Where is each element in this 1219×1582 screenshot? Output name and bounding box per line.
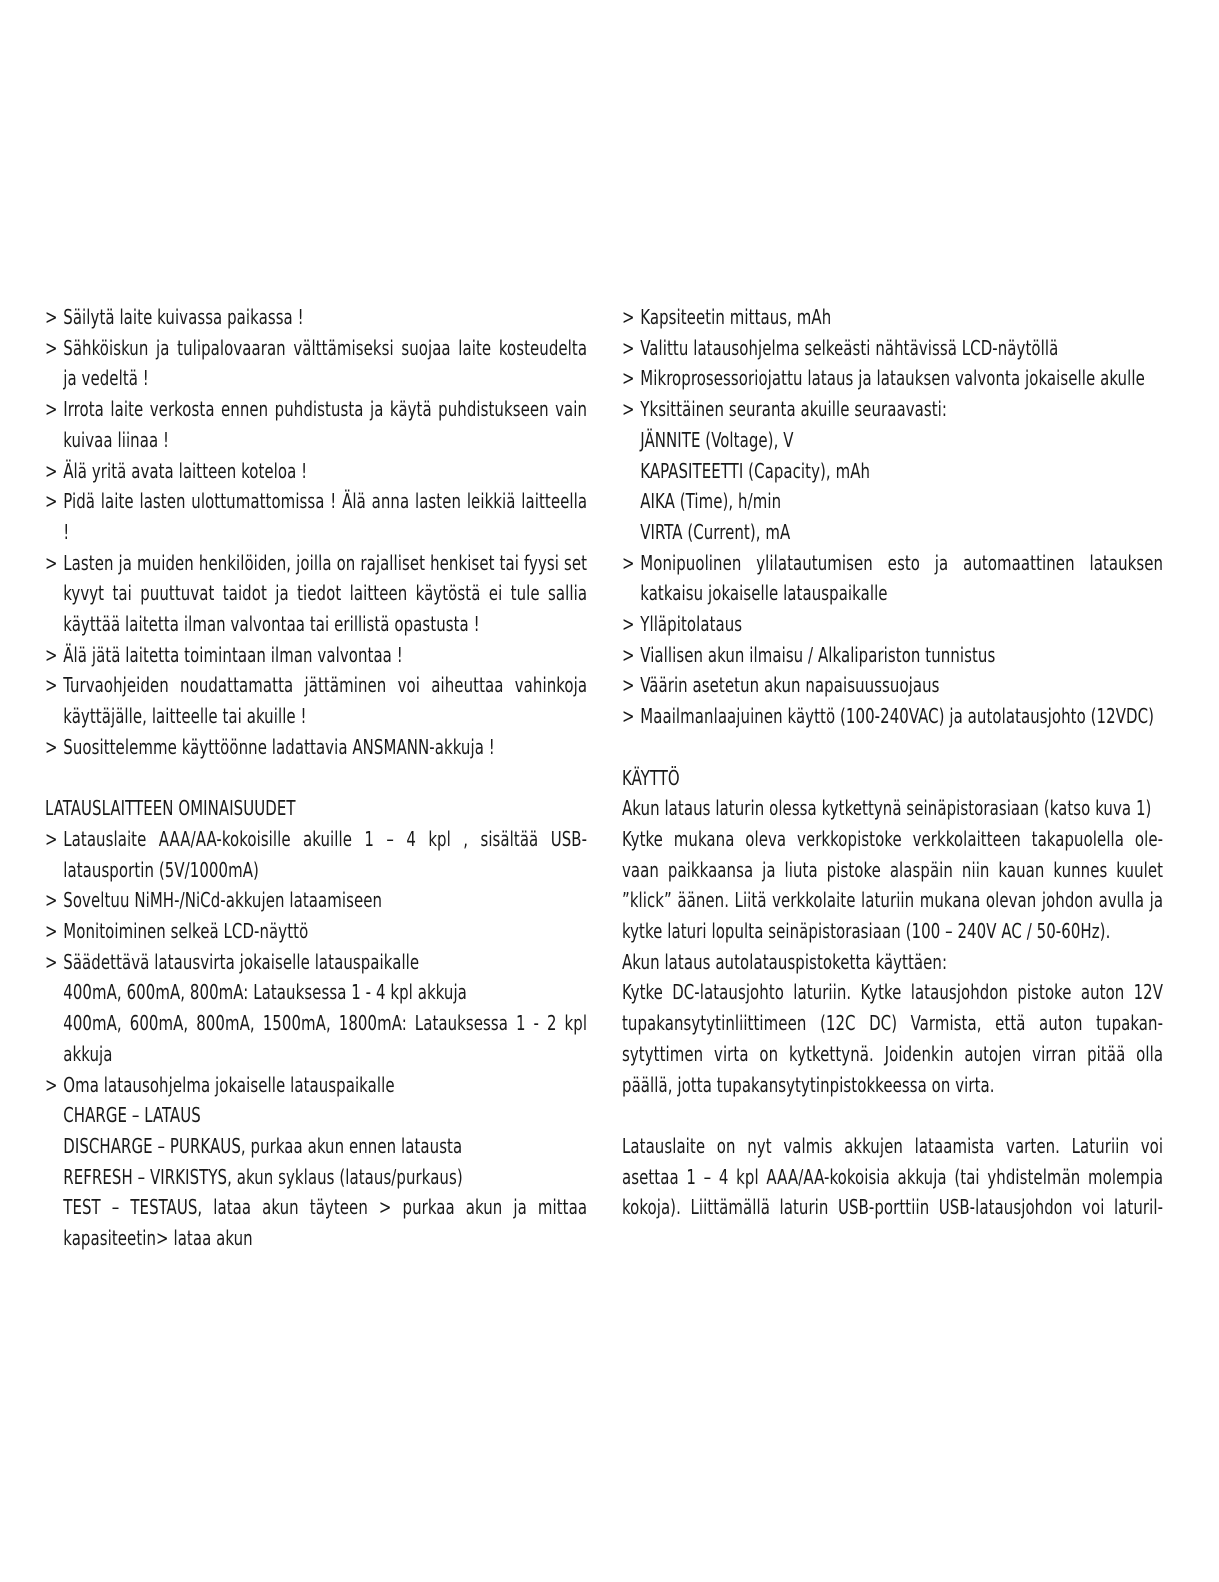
feature-subline: REFRESH – VIRKISTYS, akun syklaus (lataus/purkaus) <box>63 1164 463 1189</box>
usage-paragraph: Kytke DC-latausjohto laturiin. Kytke latausjohdon pistoke auton 12V tupakansytytinliittimeen (12C DC) Varmista, että auton tupakan- sytyttimen virta on kytkettynä. Joidenkin autojen virran pitää olla päällä, jotta tupakansytytinpistokkeessa on virta. <box>622 980 1164 1097</box>
feature-subline: 400mA, 600mA, 800mA: Latauksessa 1 - 4 kpl akkuja <box>63 980 467 1005</box>
feature-text: Säädettävä latausvirta jokaiselle latauspaikalle <box>63 949 420 974</box>
feature-item <box>622 363 1163 394</box>
feature-subline: DISCHARGE – PURKAUS, purkaa akun ennen latausta <box>63 1133 463 1158</box>
feature-text: Monitoiminen selkeä LCD-näyttö <box>63 919 309 944</box>
feature-text: Maailmanlaajuinen käyttö (100-240VAC) ja autolatausjohto (12VDC) <box>640 704 1155 729</box>
safety-item <box>45 670 587 731</box>
feature-text: Mikroprosessoriojattu lataus ja latauksen valvonta jokaiselle akulle <box>640 366 1145 391</box>
feature-item <box>622 670 1163 701</box>
safety-item <box>45 333 587 394</box>
safety-text: Säilytä laite kuivassa paikassa ! <box>63 305 304 329</box>
safety-item <box>45 640 587 671</box>
feature-text: Yksittäinen seuranta akuille seuraavasti: <box>640 397 947 422</box>
safety-text: Älä yritä avata laitteen koteloa ! <box>63 458 308 483</box>
feature-subline: VIRTA (Current), mA <box>640 519 791 544</box>
feature-item <box>622 609 1163 640</box>
usage-paragraph: Akun lataus autolatauspistoketta käyttäen: <box>622 949 948 974</box>
feature-text: Soveltuu NiMH-/NiCd-akkujen lataamiseen <box>63 888 383 913</box>
bullet-marker: > <box>45 335 58 360</box>
bullet-marker: > <box>45 888 58 913</box>
feature-item <box>622 302 1163 333</box>
feature-item <box>45 916 587 947</box>
safety-text: Lasten ja muiden henkilöiden, joilla on rajalliset henkiset tai fyysi set kyvyt tai puuttuvat taidot ja tiedot laitteen käytöstä ei tule sallia käyttää laitetta ilman valvontaa tai erillistä opastusta ! <box>63 550 588 637</box>
feature-subline: JÄNNITE (Voltage), V <box>640 427 794 452</box>
usage-heading: KÄYTTÖ <box>622 765 680 790</box>
feature-item <box>45 1070 587 1101</box>
bullet-marker: > <box>45 550 58 575</box>
feature-item <box>622 394 1163 425</box>
usage-paragraph: Latauslaite on nyt valmis akkujen lataamista varten. Laturiin voi asettaa 1 – 4 kpl AAA/AA-kokoisia akkuja (tai yhdistelmän molempia kokoja). Liittämällä laturin USB-porttiin USB-latausjohdon voi laturil- <box>622 1133 1164 1220</box>
paragraph-gap <box>622 1100 1163 1131</box>
feature-text: Oma latausohjelma jokaiselle latauspaikalle <box>63 1072 395 1097</box>
safety-text: Irrota laite verkosta ennen puhdistusta ja käytä puhdistukseen vain kuivaa liinaa ! <box>63 397 588 452</box>
bullet-marker: > <box>622 335 635 360</box>
safety-text: Suosittelemme käyttöönne ladattavia ANSMANN-akkuja ! <box>63 734 495 759</box>
bullet-marker: > <box>622 642 635 667</box>
feature-item <box>622 548 1163 609</box>
usage-paragraph: Akun lataus laturin olessa kytkettynä seinäpistorasiaan (katso kuva 1) <box>622 796 1152 821</box>
bullet-marker: > <box>45 1072 58 1097</box>
feature-text: Kapsiteetin mittaus, mAh <box>640 305 832 329</box>
bullet-marker: > <box>45 642 58 667</box>
usage-paragraph: Kytke mukana oleva verkkopistoke verkkolaitteen takapuolella ole- vaan paikkaansa ja liuta pistoke alaspäin niin kauan kunnes kuulet ”klick” äänen. Liitä verkkolaite laturiin mukana olevan johdon avulla ja kytke laturi lopulta seinäpistorasiaan (100 – 240V AC / 50-60Hz). <box>622 826 1164 944</box>
safety-item <box>45 456 587 487</box>
safety-text: Sähköiskun ja tulipalovaaran välttämiseksi suojaa laite kosteudelta ja vedeltä ! <box>63 335 588 391</box>
feature-subline: KAPASITEETTI (Capacity), mAh <box>640 458 871 483</box>
right-column <box>622 302 1163 1223</box>
safety-item <box>45 548 587 640</box>
feature-text: Valittu latausohjelma selkeästi nähtävissä LCD-näytöllä <box>640 335 1059 360</box>
bullet-marker: > <box>45 305 58 329</box>
bullet-marker: > <box>45 826 58 851</box>
feature-item <box>45 947 587 978</box>
bullet-marker: > <box>622 612 635 637</box>
bullet-marker: > <box>622 704 635 729</box>
safety-text: Älä jätä laitetta toimintaan ilman valvontaa ! <box>63 642 403 667</box>
bullet-marker: > <box>45 673 58 698</box>
features-heading: LATAUSLAITTEEN OMINAISUUDET <box>45 796 296 821</box>
feature-text: Viallisen akun ilmaisu / Alkalipariston tunnistus <box>640 642 996 667</box>
feature-item <box>45 885 587 916</box>
bullet-marker: > <box>45 919 58 944</box>
feature-item <box>622 640 1163 671</box>
bullet-marker: > <box>45 397 58 422</box>
safety-text: Turvaohjeiden noudattamatta jättäminen voi aiheuttaa vahinkoja käyttäjälle, laitteelle tai akuille ! <box>63 673 588 729</box>
safety-item <box>45 486 587 547</box>
bullet-marker: > <box>45 458 58 483</box>
feature-item <box>45 824 587 885</box>
bullet-marker: > <box>622 366 635 391</box>
safety-text: Pidä laite lasten ulottumattomissa ! Älä anna lasten leikkiä laitteella ! <box>63 489 588 544</box>
bullet-marker: > <box>45 949 58 974</box>
bullet-marker: > <box>45 489 58 514</box>
bullet-marker: > <box>622 305 635 329</box>
feature-text: Latauslaite AAA/AA-kokoisille akuille 1 – 4 kpl , sisältää USB-latausportin (5V/1000mA) <box>63 826 588 882</box>
feature-text: Väärin asetetun akun napaisuussuojaus <box>640 673 940 698</box>
feature-subline: AIKA (Time), h/min <box>640 489 782 514</box>
feature-subline: TEST – TESTAUS, lataa akun täyteen > purkaa akun ja mittaa kapasiteetin> lataa akun <box>63 1195 588 1251</box>
bullet-marker: > <box>45 734 58 759</box>
safety-item <box>45 394 587 455</box>
safety-item <box>45 732 587 763</box>
feature-subline: CHARGE – LATAUS <box>63 1103 201 1128</box>
feature-subline: 400mA, 600mA, 800mA, 1500mA, 1800mA: Latauksessa 1 - 2 kpl akkuja <box>63 1011 588 1066</box>
feature-text: Monipuolinen ylilatautumisen esto ja automaattinen latauksen katkaisu jokaiselle latauspaikalle <box>640 550 1164 606</box>
bullet-marker: > <box>622 550 635 575</box>
left-column <box>45 302 587 1254</box>
feature-item <box>622 701 1163 732</box>
feature-text: Ylläpitolataus <box>640 612 743 637</box>
safety-item <box>45 302 587 333</box>
bullet-marker: > <box>622 397 635 422</box>
bullet-marker: > <box>622 673 635 698</box>
feature-item <box>622 333 1163 364</box>
